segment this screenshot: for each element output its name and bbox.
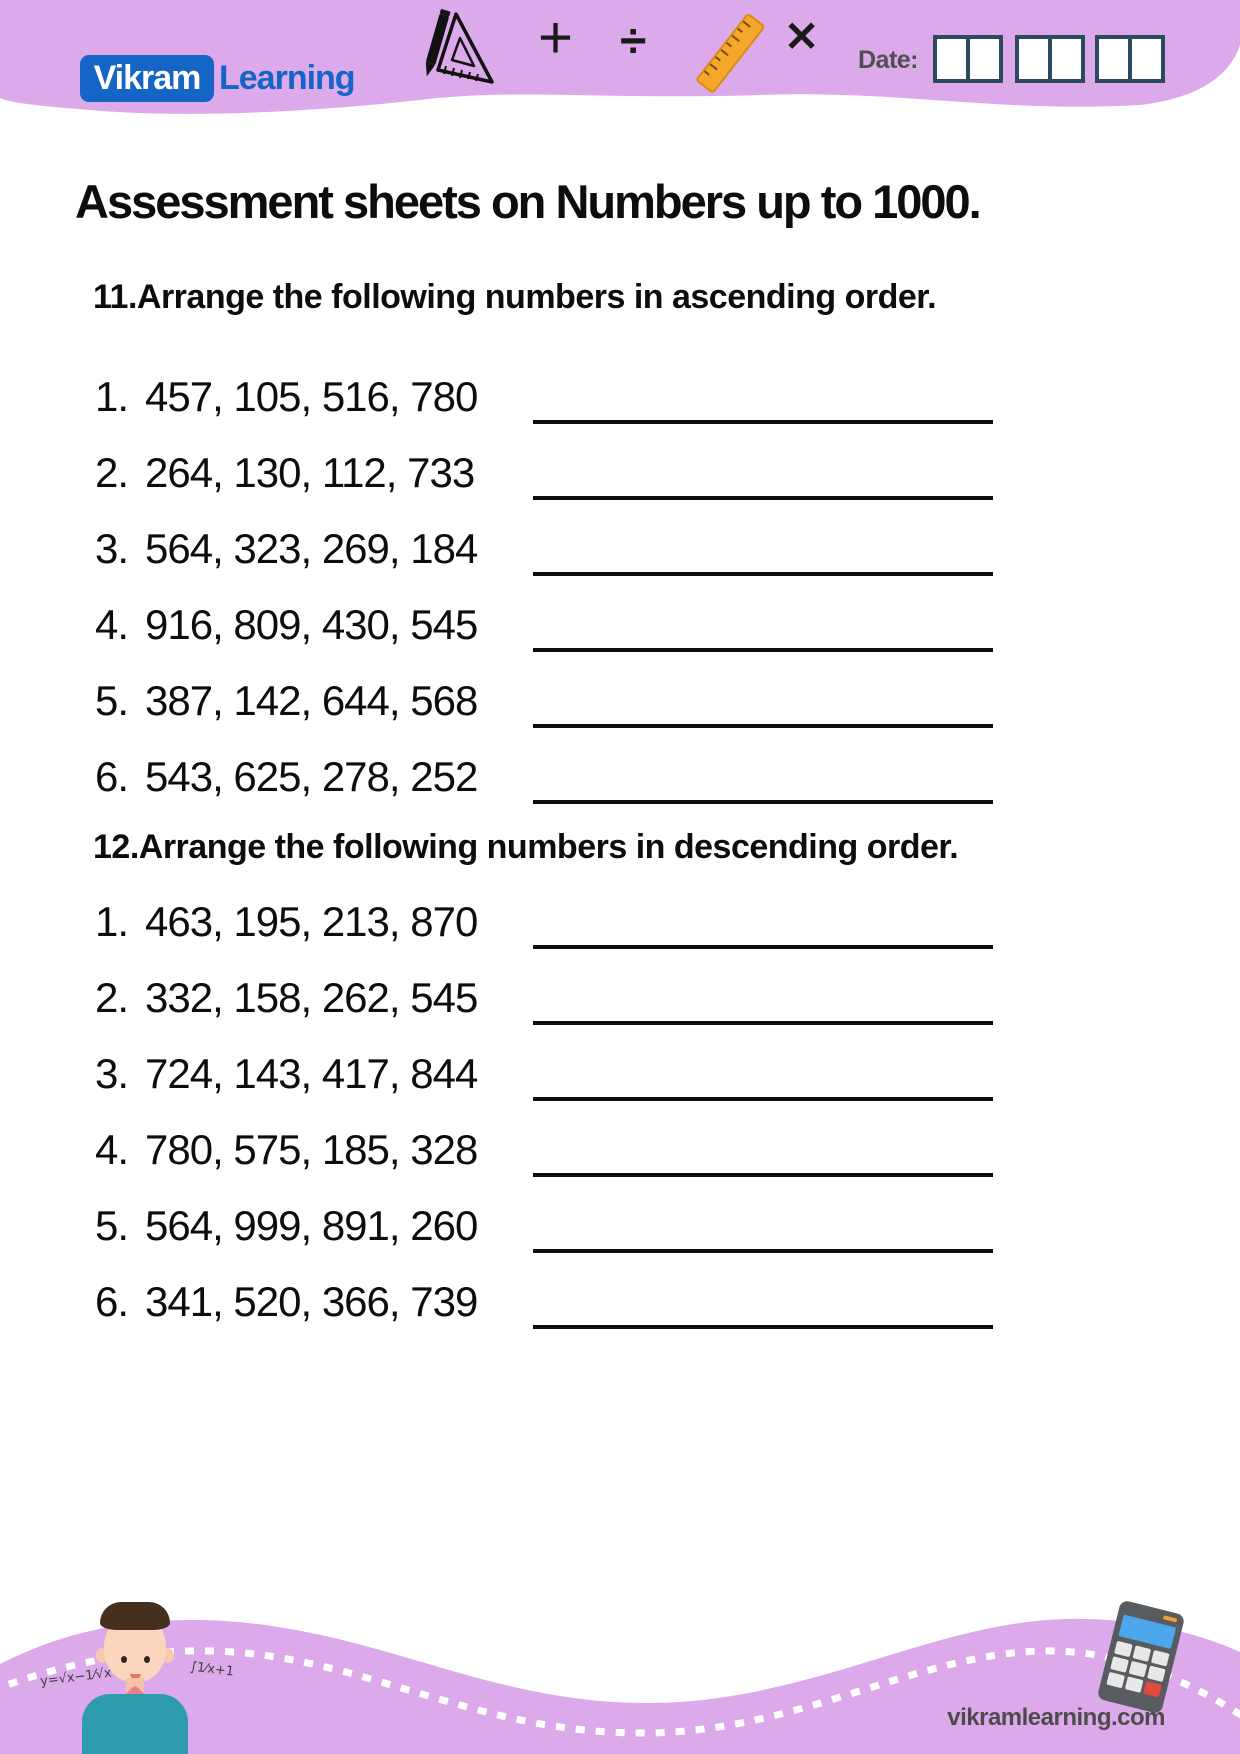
question-values: 463, 195, 213, 870 [145,898,478,945]
question-row [0,1127,1240,1173]
answer-line[interactable] [533,648,993,652]
question-values: 264, 130, 112, 733 [145,449,475,496]
boy-eye [121,1656,127,1663]
question-number: 5. [95,1202,129,1249]
question-values: 457, 105, 516, 780 [145,373,478,420]
page-title: Assessment sheets on Numbers up to 1000. [75,175,980,228]
answer-line[interactable] [533,1325,993,1329]
answer-line[interactable] [533,420,993,424]
question-number: 4. [95,601,129,648]
brand-logo-secondary [219,55,355,102]
math-doodle-right: ∫1⁄x+1 [189,1659,235,1680]
question-number: 6. [95,753,129,800]
question-row [0,678,1240,724]
answer-line[interactable] [533,800,993,804]
question-values: 564, 999, 891, 260 [145,1202,478,1249]
question-values: 780, 575, 185, 328 [145,1126,478,1173]
date-box[interactable] [937,39,970,79]
answer-line[interactable] [533,572,993,576]
section-11-heading: 11.Arrange the following numbers in ascending order. [93,278,937,316]
answer-line[interactable] [533,945,993,949]
boy-eye [144,1656,150,1663]
answer-line[interactable] [533,496,993,500]
question-values: 387, 142, 644, 568 [145,677,478,724]
question-values: 341, 520, 366, 739 [145,1278,478,1325]
question-row [0,374,1240,420]
date-box[interactable] [1019,39,1052,79]
question-row [0,1279,1240,1325]
question-number: 1. [95,373,129,420]
date-label: Date: [858,46,919,74]
question-row [0,975,1240,1021]
date-box[interactable] [1132,39,1161,79]
brand-logo-secondary-text: Learning [219,59,355,97]
boy-hair [100,1602,170,1630]
divide-icon: ÷ [620,15,647,68]
boy-student-illustration [40,1598,250,1754]
question-values: 916, 809, 430, 545 [145,601,478,648]
question-row [0,899,1240,945]
question-row [0,1203,1240,1249]
calculator-accent [1163,1615,1178,1622]
question-row [0,602,1240,648]
question-number: 6. [95,1278,129,1325]
date-box-pair-day [933,35,1003,83]
date-box[interactable] [1052,39,1081,79]
plus-icon: + [538,4,574,71]
answer-line[interactable] [533,1097,993,1101]
question-number: 3. [95,1050,129,1097]
date-box[interactable] [970,39,999,79]
set-square-pencil-icon [410,8,498,100]
answer-line[interactable] [533,1249,993,1253]
question-number: 1. [95,898,129,945]
calculator-keys [1106,1641,1169,1698]
boy-sweater [82,1694,188,1754]
question-row [0,526,1240,572]
ruler-icon [690,8,770,98]
math-doodle-left: y=√x−1⁄√x [39,1665,113,1690]
brand-logo-primary-text: Vikram [93,59,201,97]
answer-line[interactable] [533,724,993,728]
question-number: 2. [95,449,129,496]
question-number: 5. [95,677,129,724]
question-row [0,450,1240,496]
section-12-heading: 12.Arrange the following numbers in descending order. [93,828,959,866]
answer-line[interactable] [533,1021,993,1025]
date-box[interactable] [1099,39,1132,79]
brand-logo-primary [80,55,214,102]
date-box-pair-month [1015,35,1085,83]
question-values: 332, 158, 262, 545 [145,974,478,1021]
answer-line[interactable] [533,1173,993,1177]
question-values: 543, 625, 278, 252 [145,753,478,800]
question-number: 4. [95,1126,129,1173]
multiply-icon: ✕ [784,13,820,60]
question-values: 564, 323, 269, 184 [145,525,478,572]
question-number: 2. [95,974,129,1021]
question-row [0,1051,1240,1097]
question-values: 724, 143, 417, 844 [145,1050,478,1097]
question-number: 3. [95,525,129,572]
question-row [0,754,1240,800]
date-box-pair-year [1095,35,1165,83]
website-url: vikramlearning.com [947,1704,1165,1731]
